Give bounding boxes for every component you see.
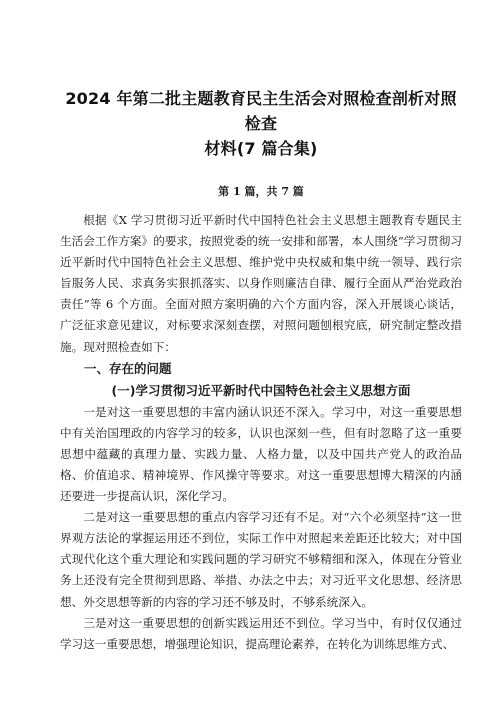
- section-heading: 一、存在的问题: [84, 360, 172, 376]
- body-paragraph-3: 三是对这一重要思想的创新实践运用还不到位。学习当中，有时仅仅通过学习这一重要思想，增强理论知识，提高理论素养，在转化为训练思维方式、: [60, 615, 462, 651]
- subsection-heading: (一)学习贯彻习近平新时代中国特色社会主义思想方面: [111, 382, 411, 398]
- document-title-line-1: 2024 年第二批主题教育民主生活会对照检查剖析对照检查: [65, 89, 457, 133]
- part-indicator: 第 1 篇，共 7 篇: [218, 185, 304, 198]
- body-paragraph-1: 一是对这一重要思想的丰富内涵认识还不深入。学习中，对这一重要思想中有关治国理政的内容学习的较多，认识也深刻一些，但有时忽略了这一重要思想中蕴藏的真理力量、实践力量、人格力量，以及中国共产党人的政治品格、价值追求、精神境界、作风操守等要求。对这一重要思想博大精深的内涵还要进一步提高认识，深化学习。: [60, 404, 462, 504]
- intro-paragraph: 根据《X 学习贯彻习近平新时代中国特色社会主义思想主题教育专题民主生活会工作方案》的要求，按照党委的统一安排和部署，本人围绕“学习贯彻习近平新时代中国特色社会主义思想、维护党中央权威和集中统一领导、践行宗旨服务人民、求真务实狠抓落实、以身作则廉洁自律、履行全面从严治党政治责任”等 6 个方面。全面对照方案明确的六个方面内容，深入开展谈心谈话，广泛征求意见建议，对标要求深刻查摆，对照问题刨根究底，研究制定整改措施。现对照检查如下：: [60, 213, 462, 354]
- document-title: [60, 86, 462, 161]
- body-paragraph-2: 二是对这一重要思想的重点内容学习还有不足。对“六个必须坚持”这一世界观方法论的掌握运用还不到位，实际工作中对照起来差距还比较大；对中国式现代化这个重大理论和实践问题的学习研究不够精细和深入，体现在分管业务上还没有完全贯彻到思路、举措、办法之中去；对习近平文化思想、经济思想、外交思想等新的内容的学习还不够及时，不够系统深入。: [60, 510, 462, 609]
- document-title-line-2: 材料(7 篇合集): [204, 139, 318, 158]
